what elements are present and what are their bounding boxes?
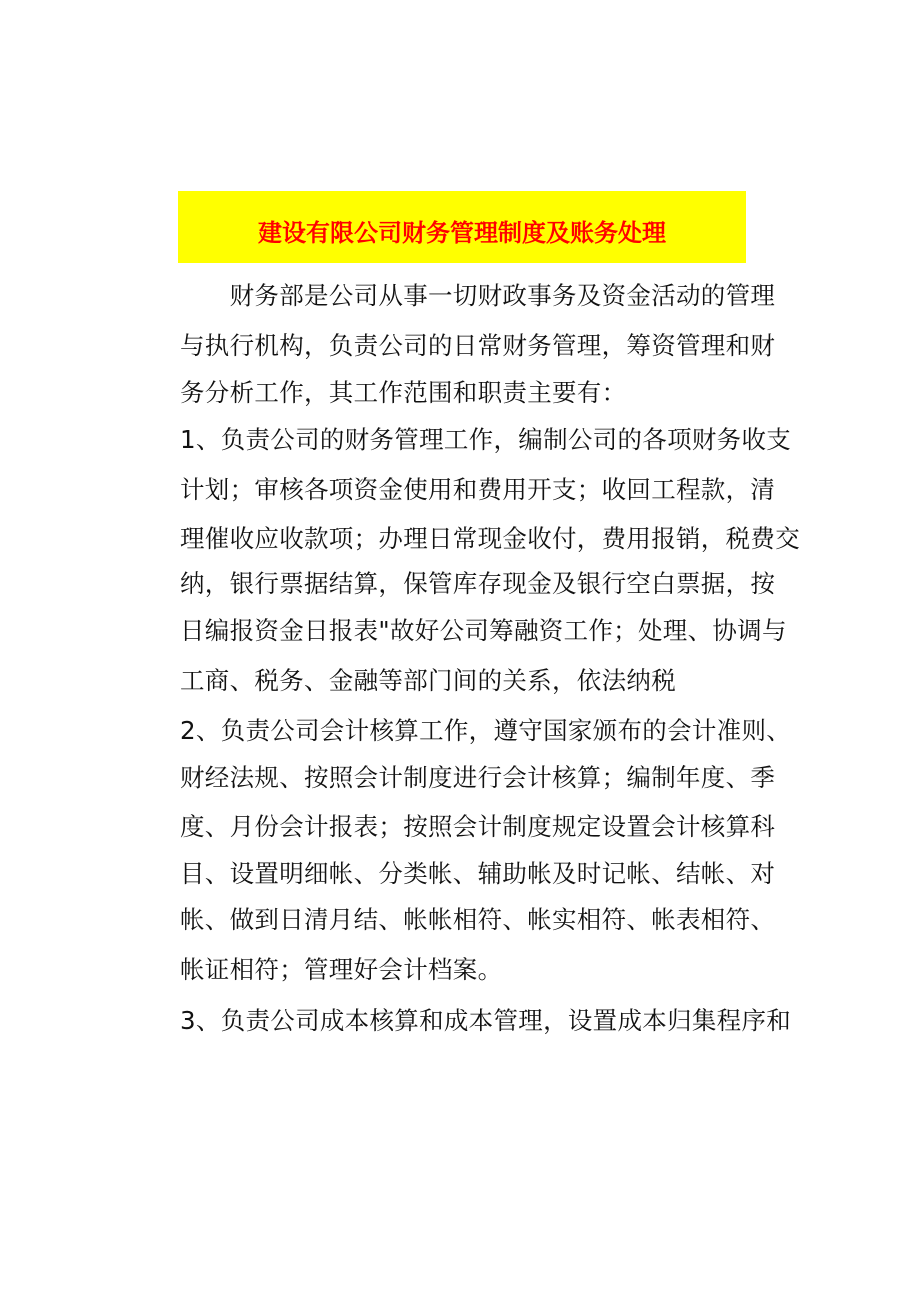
paragraph-line: 工商、税务、金融等部门间的关系，依法纳税	[180, 666, 676, 695]
paragraph-line: 理催收应收款项；办理日常现金收付，费用报销，税费交	[180, 524, 800, 553]
paragraph-line: 帐证相符；管理好会计档案。	[180, 955, 503, 984]
paragraph-line: 纳，银行票据结算，保管库存现金及银行空白票据，按	[180, 569, 776, 598]
paragraph-line: 财经法规、按照会计制度进行会计核算；编制年度、季	[180, 763, 776, 792]
paragraph-line: 计划；审核各项资金使用和费用开支；收回工程款，清	[180, 475, 776, 504]
paragraph-line: 目、设置明细帐、分类帐、辅助帐及时记帐、结帐、对	[180, 859, 776, 888]
paragraph-line: 日编报资金日报表"故好公司筹融资工作；处理、协调与	[180, 616, 787, 645]
title-banner	[178, 191, 746, 263]
document-title: 建设有限公司财务管理制度及账务处理	[258, 218, 666, 247]
paragraph-line: 1、负责公司的财务管理工作，编制公司的各项财务收支	[180, 425, 792, 454]
paragraph-line: 与执行机构，负责公司的日常财务管理，筹资管理和财	[180, 331, 776, 360]
paragraph-line: 务分析工作，其工作范围和职责主要有：	[180, 378, 627, 407]
paragraph-line: 2、负责公司会计核算工作，遵守国家颁布的会计准则、	[180, 716, 792, 745]
paragraph-line: 财务部是公司从事一切财政事务及资金活动的管理	[180, 281, 776, 310]
paragraph-line: 3、负责公司成本核算和成本管理，设置成本归集程序和	[180, 1006, 792, 1035]
paragraph-line: 度、月份会计报表；按照会计制度规定设置会计核算科	[180, 812, 776, 841]
paragraph-line: 帐、做到日清月结、帐帐相符、帐实相符、帐表相符、	[180, 905, 776, 934]
